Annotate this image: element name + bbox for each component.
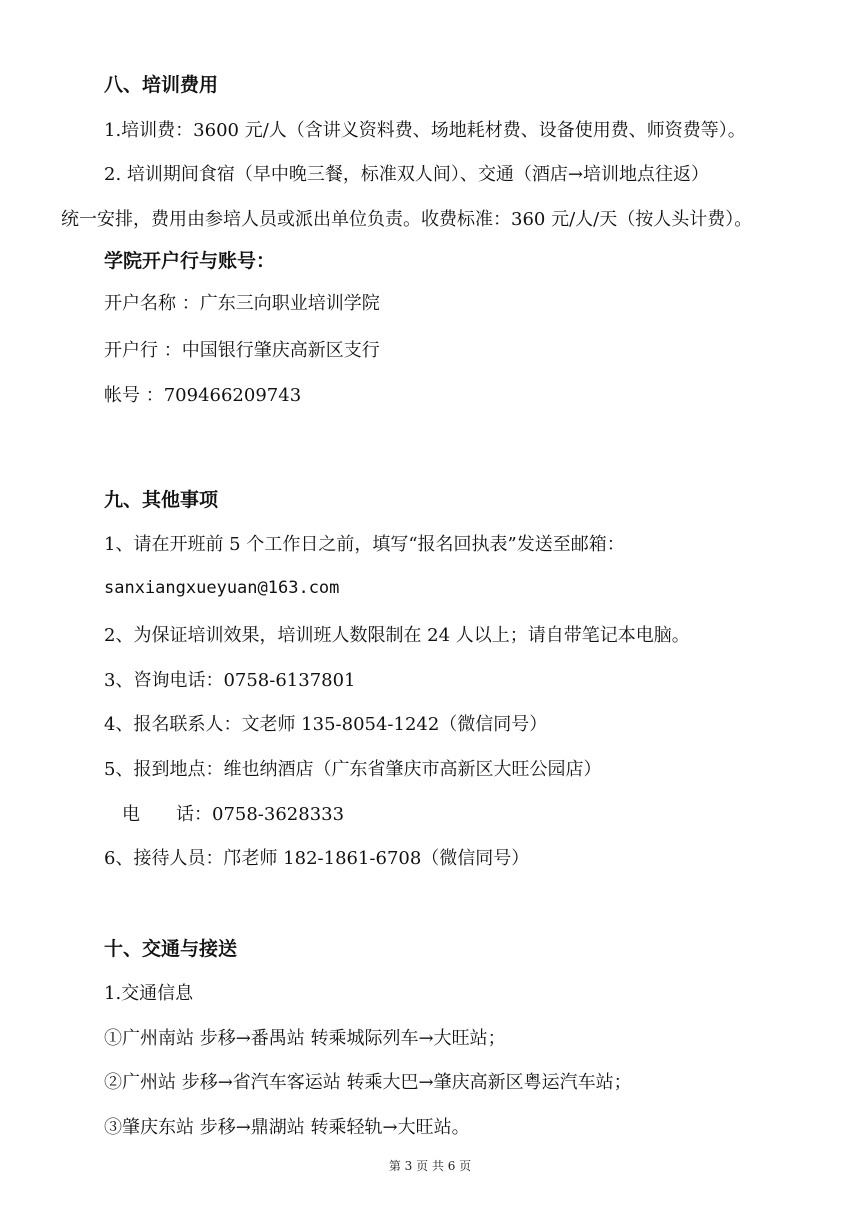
email-link[interactable]: sanxiangxueyuan@163.com: [104, 578, 340, 598]
section-8-title: 八、培训费用: [104, 74, 219, 96]
item-2-line: 2、为保证培训效果，培训班人数限制在 24 人以上；请自带笔记本电脑。: [104, 625, 690, 646]
account-number-line: 帐号 ：709466209743: [104, 385, 302, 406]
transport-subtitle: 1.交通信息: [104, 983, 194, 1004]
route-1-line: ①广州南站 步移→番禺站 转乘城际列车→大旺站；: [104, 1028, 506, 1049]
account-name-line: 开户名称 ：广东三向职业培训学院: [104, 293, 380, 314]
item-5-line: 5、报到地点：维也纳酒店（广东省肇庆市高新区大旺公园店）: [104, 759, 602, 780]
item-4-line: 4、报名联系人：文老师 135-8054-1242（微信同号）: [104, 714, 548, 735]
hotel-phone-line: 电 话：0758-3628333: [122, 804, 345, 825]
item-1-line: 1、请在开班前 5 个工作日之前，填写“报名回执表”发送至邮箱：: [104, 534, 625, 555]
item-6-line: 6、接待人员：邝老师 182-1861-6708（微信同号）: [104, 848, 530, 869]
fee-line: 1.培训费：3600 元/人（含讲义资料费、场地耗材费、设备使用费、师资费等）。: [104, 120, 746, 141]
route-2-line: ②广州站 步移→省汽车客运站 转乘大巴→肇庆高新区粤运汽车站；: [104, 1072, 632, 1093]
section-9-title: 九、其他事项: [104, 489, 219, 511]
accommodation-line-1: 2. 培训期间食宿（早中晚三餐，标准双人间）、交通（酒店→培训地点往返）: [104, 164, 709, 185]
bank-info-title: 学院开户行与账号：: [104, 250, 276, 272]
route-3-line: ③肇庆东站 步移→鼎湖站 转乘轻轨→大旺站。: [104, 1117, 470, 1138]
section-10-title: 十、交通与接送: [104, 938, 238, 960]
bank-line: 开户行 ：中国银行肇庆高新区支行: [104, 340, 380, 361]
page-footer: 第 3 页 共 6 页: [388, 1159, 472, 1173]
item-3-line: 3、咨询电话：0758-6137801: [104, 670, 356, 691]
accommodation-line-2: 统一安排，费用由参培人员或派出单位负责。收费标准：360 元/人/天（按人头计费）。: [61, 209, 753, 230]
